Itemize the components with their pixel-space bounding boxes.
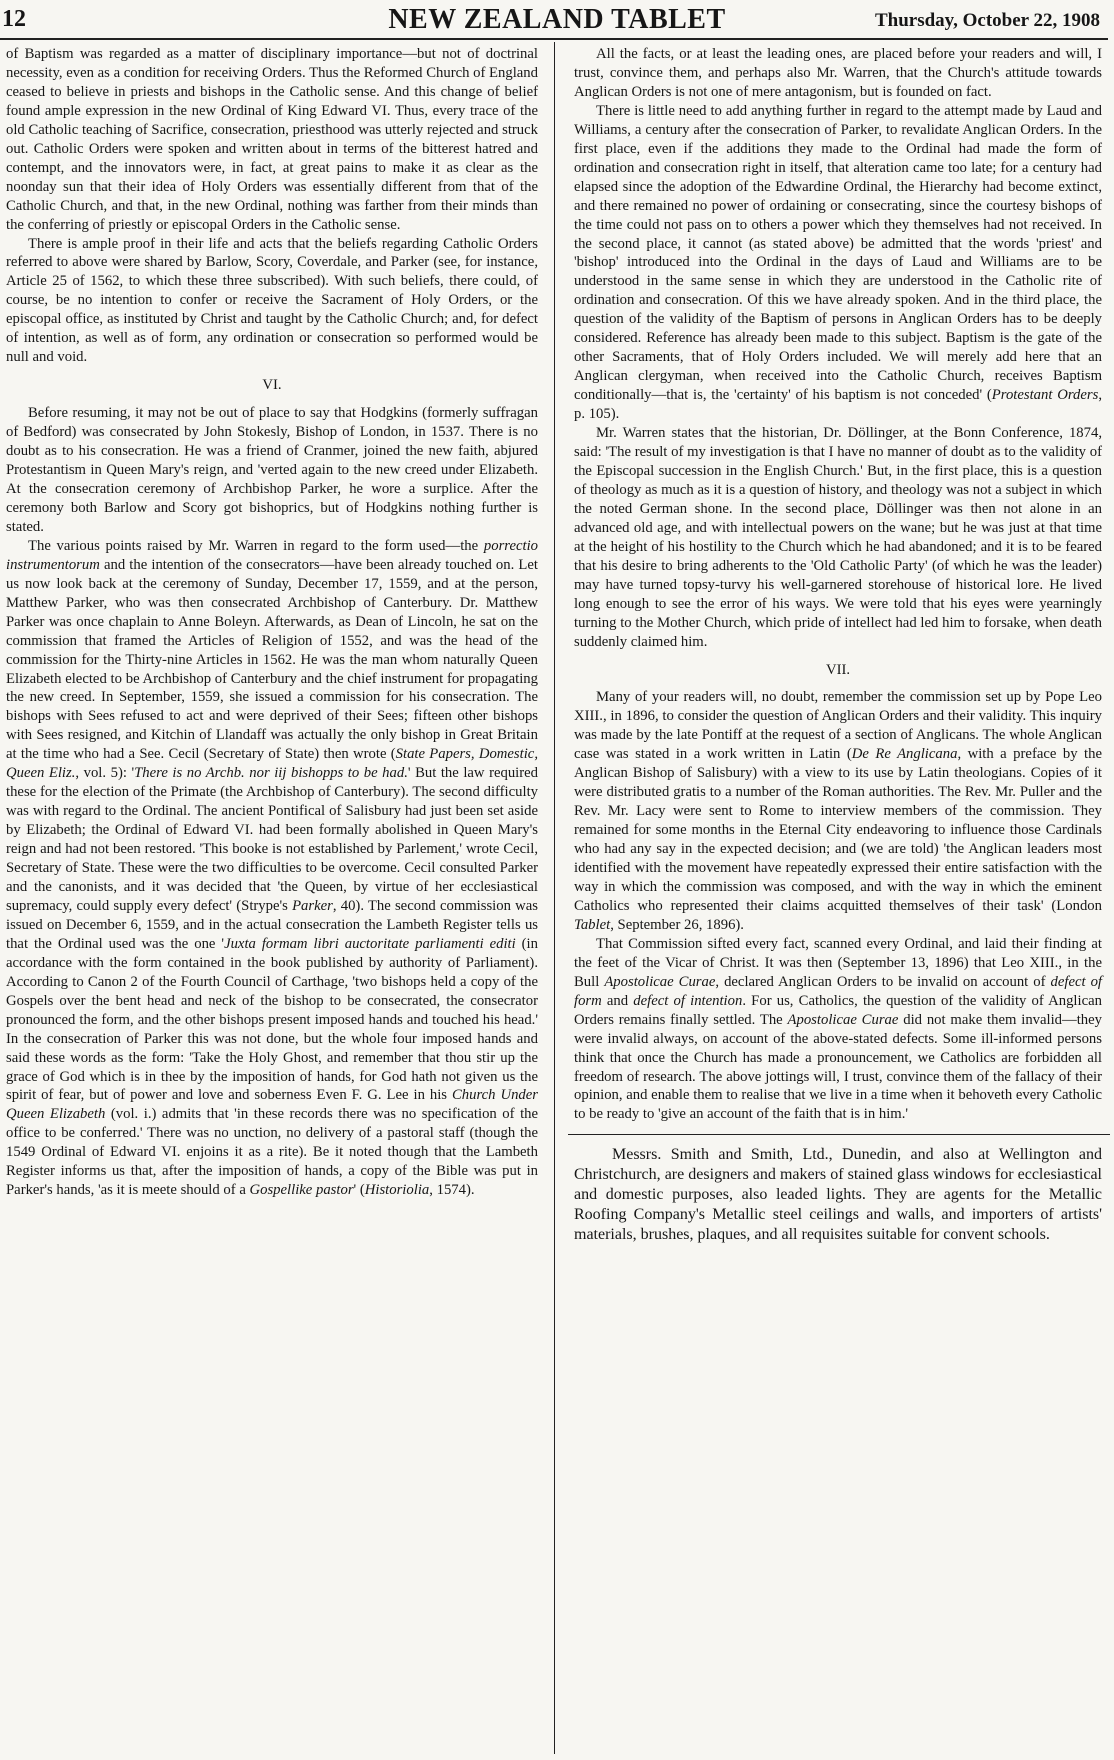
left-paragraph-4: The various points raised by Mr. Warren in regard to the form used—the porrectio instrumentorum and the intention of the consecrators—have been already touched on. Let us now look back at the ceremony of Sunday, December 17, 1559, and at the person, Matthew Parker, who was then consecrated Archbishop of Canterbury. Dr. Matthew Parker was once chaplain to Anne Boleyn. Afterwards, as Dean of Lincoln, he sat on the commission that framed the Articles of Religion of 1552, and was the head of the commission for the Thirty-nine Articles in 1562. He was the man whom naturally Queen Elizabeth elected to be Archbishop of Canterbury and the chief instrument for propagating the new creed. In September, 1559, she issued a commission for his consecration. The bishops with Sees refused to act and were deprived of their Sees; fifteen other bishops with Sees resigned, and Kitchin of Llandaff was actually the only bishop in Great Britain at the time who had a See. Cecil (Secretary of State) then wrote (State Papers, Domestic, Queen Eliz., vol. 5): 'There is no Archb. nor iij bishopps to be had.' But the law required these for the election of the Primate (the Archbishop of Canterbury). The second difficulty was with regard to the Ordinal. The ancient Pontifical of Salisbury had just been set aside by Elizabeth; the Ordinal of Edward VI. had been formally abolished in Queen Mary's reign and had not been restored. 'This booke is not established by Parlement,' wrote Cecil, Secretary of State. These were the two difficulties to be overcome. Cecil consulted Parker and the canonists, and it was decided that 'the Queen, by virtue of her ecclesiastical supremacy, could supply every defect' (Strype's Parker, 40). The second commission was issued on December 6, 1559, and in the actual consecration the Lambeth Register tells us that the Ordinal used was the one 'Juxta formam libri auctoritate parliamenti editi (in accordance with the form contained in the book published by authority of Parliament). According to Canon 2 of the Fourth Council of Carthage, 'two bishops held a copy of the Gospels over the bent head and neck of the bishop to be consecrated, the consecrator pronounced the form, and the other bishops present imposed hands and touched his head.' In the consecration of Parker this was not done, but the whole four imposed hands and said these words as the form: 'Take the Holy Ghost, and remember that thou stir up the grace of God which is in thee by the imposition of hands, for God hath not given us the spirit of fear, but of power and love and soberness Even F. G. Lee in his Church Under Queen Elizabeth (vol. i.) admits that 'in these records there was no specification of the office to be conferred.' There was no unction, no delivery of a pastoral staff (though the 1549 Ordinal of Edward VI. enjoins it as a rite). Be it noted though that the Lambeth Register informs us that, after the imposition of hands, a copy of the Bible was put in Parker's hands, 'as it is meete should of a Gospellike pastor' (Historiolia, 1574). (6, 537, 539, 1199)
right-paragraph-5: That Commission sifted every fact, scanned every Ordinal, and laid their finding at the feet of the Vicar of Christ. It was then (September 13, 1896) that Leo XIII., in the Bull Apostolicae Curae, declared Anglican Orders to be invalid on account of defect of form and defect of intention. For us, Catholics, the question of the validity of Anglican Orders remains finally settled. The Apostolicae Curae did not make them invalid—they were invalid always, on account of the above-stated defects. Some ill-informed persons think that once the Church has made a pronouncement, we Catholics are forbidden all freedom of research. The above jottings will, I trust, convince them of the fallacy of their opinion, and enable them to realise that we live in a time when it behoveth every Catholic to be ready to 'give an account of the faith that is in him.' (574, 935, 1103, 1123)
left-paragraph-2: There is ample proof in their life and acts that the beliefs regarding Catholic Orders referred to above were shared by Barlow, Scory, Coverdale, and Parker (see, for instance, Article 25 of 1562, to which these three subscribed). With such beliefs, there could, of course, be no intention to confer or receive the Sacrament of Holy Orders, or the episcopal office, as instituted by Christ and taught by the Catholic Church; and, for defect of intention, as well as of form, any ordination or consecration so performed would be null and void. (6, 235, 538, 366)
page-number: 12 (2, 6, 26, 32)
right-paragraph-2: There is little need to add anything further in regard to the attempt made by Laud and Williams, a century after the consecration of Parker, to revalidate Anglican Orders. In the first place, even if the additions they made to the Ordinal had made the form of ordination and consecration right in itself, that alteration came too late; for a century had elapsed since the adoption of the Edwardine Ordinal, the Hierarchy had become extinct, and there remained no power of ordaining or consecrating, since the courtesy bishops of the time could not pass on to others a power which they themselves had not received. In the second place, it cannot (as stated above) be admitted that the words 'priest' and 'bishop' introduced into the Ordinal in the days of Laud and Williams are to be understood in the same sense in which they are understood in the Catholic rite of ordination and consecration. Of this we have already spoken. And in the third place, the question of the validity of the Baptism of persons in Anglican Orders has to be deeply considered. Reference has already been made to this subject. Baptism is the gate of the other Sacraments, that of Holy Orders included. We will merely add here that an Anglican clergyman, when received into the Catholic Church, receives Baptism conditionally—that is, the 'certainty' of his baptism is not conceded' (Protestant Orders, p. 105). (574, 102, 1102, 423)
section-heading-vii: VII. (825, 661, 851, 678)
column-divider (554, 42, 555, 1754)
advertisement-rule (568, 1134, 1110, 1135)
issue-date: Thursday, October 22, 1908 (874, 10, 1100, 31)
left-paragraph-3: Before resuming, it may not be out of place to say that Hodgkins (formerly suffragan of Bedford) was consecrated by John Stokesly, Bishop of London, in 1537. There is no doubt as to his consecration. He was a friend of Cranmer, joined the new faith, abjured Protestantism in Queen Mary's reign, and 'verted again to the new creed under Elizabeth. At the consecration ceremony of Archbishop Parker, he wore a surplice. After the ceremony both Barlow and Scory got bishoprics, but of Hodgkins nothing further is stated. (6, 405, 538, 535)
left-column (6, 45, 538, 1200)
right-column (574, 45, 1102, 1245)
right-paragraph-3: Mr. Warren states that the historian, Dr. Döllinger, at the Bonn Conference, 1874, said: 'The result of my investigation is that I have no manner of doubt as to the validity of the Episcopal succession in the English Church.' But, in the first place, this is a question of theology as much as it is a question of history, and theology was not a subject in which the noted German shone. In the second place, Döllinger was then not alone in an advanced old age, and with intellectual powers on the wane; but he was just at that time at the height of his hostility to the Church which he had abandoned; and it is to be feared that his desire to bring adherents to the 'Old Catholic Party' (of which he was the leader) may have turned topsy-turvy his well-garnered storehouse of historical lore. He lived long enough to see the error of his ways. We were told that his eyes were yearningly turning to the Mother Church, which pride of intellect had led him to forsake, when death suddenly claimed him. (574, 425, 1102, 650)
masthead: NEW ZEALAND TABLET (388, 4, 726, 35)
advertisement-smith-and-smith: Messrs. Smith and Smith, Ltd., Dunedin, and also at Wellington and Christchurch, are designers and makers of stained glass windows for ecclesiastical and domestic purposes, also leaded lights. They are agents for the Metallic Roofing Company's Metallic steel ceilings and walls, and importers of artists' materials, brushes, plaques, and all requisites suitable for convent schools. (574, 1146, 1102, 1244)
left-paragraph-1: of Baptism was regarded as a matter of disciplinary importance—but not of doctrinal necessity, even as a condition for receiving Orders. Thus the Reformed Church of England ceased to believe in priests and bishops in the Catholic sense. And this change of belief found ample expression in the new Ordinal of King Edward VI. Thus, every trace of the old Catholic teaching of Sacrifice, consecration, priesthood was utterly rejected and struck out. Catholic Orders were spoken and written about in terms of the bitterest hatred and contempt, and the innovators were, in fact, at great pains to make it as clear as the noonday sun that their idea of Holy Orders was essentially different from that of the Catholic Church, and that, in the new Ordinal, nothing was farther from their minds than the conferring of priestly or episcopal Orders in the Catholic sense. (6, 46, 538, 233)
header-rule (0, 38, 1108, 40)
right-paragraph-1: All the facts, or at least the leading ones, are placed before your readers and will, I trust, convince them, and perhaps also Mr. Warren, that the Church's attitude towards Anglican Orders is not one of mere antagonism, but is founded on fact. (574, 46, 1102, 100)
page-header (0, 0, 1114, 38)
right-paragraph-4: Many of your readers will, no doubt, remember the commission set up by Pope Leo XIII., in 1896, to consider the question of Anglican Orders and their validity. This inquiry was made by the late Pontiff at the request of a section of Anglicans. The whole Anglican case was stated in a work written in Latin (De Re Anglicana, with a preface by the Anglican Bishop of Salisbury) with a view to its use by Latin theologians. Copies of it were distributed gratis to a number of the Roman authorities. The Rev. Mr. Puller and the Rev. Mr. Lacy were sent to Rome to interview members of the commission. They remained for some months in the Eternal City endeavoring to influence those Cardinals who had any say in the expected decision; and (we are told) 'the Anglican leaders most identified with the movement have repeatedly expressed their entire satisfaction with the way in which the commission was composed, and with the way in which the eminent Catholics who represented their claims acquitted themselves of their task' (London Tablet, September 26, 1896). (574, 689, 1102, 933)
section-heading-vi: VI. (262, 377, 282, 394)
